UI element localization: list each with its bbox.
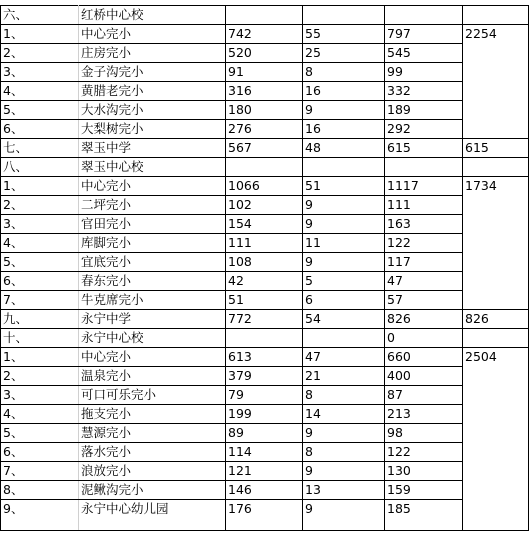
value-cell[interactable]: 9 xyxy=(303,196,385,215)
value-cell[interactable]: 8 xyxy=(303,443,385,462)
sum-cell[interactable]: 122 xyxy=(385,234,463,253)
table-row xyxy=(1,101,529,120)
row-number-cell[interactable]: 5、 xyxy=(1,424,79,443)
total-cell[interactable]: 2504 xyxy=(463,348,529,531)
row-number-cell[interactable]: 5、 xyxy=(1,253,79,272)
section-name-cell[interactable]: 红桥中心校 xyxy=(79,6,226,25)
section-header-row xyxy=(1,158,529,177)
value-cell[interactable]: 146 xyxy=(226,481,303,500)
section-header-row xyxy=(1,6,529,25)
school-name-cell[interactable]: 落水完小 xyxy=(79,443,226,462)
table-body xyxy=(1,6,529,531)
value-cell[interactable]: 316 xyxy=(226,82,303,101)
table-row xyxy=(1,367,529,386)
sum-cell[interactable]: 332 xyxy=(385,82,463,101)
value-cell[interactable]: 9 xyxy=(303,500,385,531)
sum-cell[interactable] xyxy=(385,6,463,25)
school-name-cell[interactable]: 永宁中学 xyxy=(79,310,226,329)
value-cell[interactable]: 48 xyxy=(303,139,385,158)
table-row xyxy=(1,443,529,462)
value-cell[interactable]: 9 xyxy=(303,253,385,272)
sum-cell[interactable]: 1117 xyxy=(385,177,463,196)
sum-cell[interactable]: 122 xyxy=(385,443,463,462)
value-cell[interactable]: 154 xyxy=(226,215,303,234)
school-name-cell[interactable]: 黄腊老完小 xyxy=(79,82,226,101)
school-name-cell[interactable]: 二坪完小 xyxy=(79,196,226,215)
row-number-cell[interactable]: 4、 xyxy=(1,234,79,253)
sum-cell[interactable]: 797 xyxy=(385,25,463,44)
sum-cell[interactable]: 117 xyxy=(385,253,463,272)
value-cell[interactable]: 8 xyxy=(303,63,385,82)
value-cell[interactable]: 14 xyxy=(303,405,385,424)
school-name-cell[interactable]: 金子沟完小 xyxy=(79,63,226,82)
empty-cell[interactable] xyxy=(303,329,385,348)
row-number-cell[interactable]: 九、 xyxy=(1,310,79,329)
table-row xyxy=(1,424,529,443)
section-number-cell[interactable]: 十、 xyxy=(1,329,79,348)
sum-cell[interactable]: 615 xyxy=(385,139,463,158)
table-row xyxy=(1,481,529,500)
sum-cell[interactable]: 111 xyxy=(385,196,463,215)
sum-cell[interactable]: 213 xyxy=(385,405,463,424)
sum-cell[interactable]: 163 xyxy=(385,215,463,234)
value-cell[interactable]: 13 xyxy=(303,481,385,500)
table-row xyxy=(1,405,529,424)
row-number-cell[interactable]: 4、 xyxy=(1,82,79,101)
school-name-cell[interactable]: 可口可乐完小 xyxy=(79,386,226,405)
value-cell[interactable]: 114 xyxy=(226,443,303,462)
school-name-cell[interactable]: 牛克席完小 xyxy=(79,291,226,310)
row-number-cell[interactable]: 3、 xyxy=(1,215,79,234)
row-number-cell[interactable]: 6、 xyxy=(1,120,79,139)
value-cell[interactable]: 520 xyxy=(226,44,303,63)
sum-cell[interactable]: 185 xyxy=(385,500,463,531)
table-row xyxy=(1,234,529,253)
value-cell[interactable]: 91 xyxy=(226,63,303,82)
sum-cell[interactable]: 189 xyxy=(385,101,463,120)
value-cell[interactable]: 9 xyxy=(303,424,385,443)
value-cell[interactable]: 25 xyxy=(303,44,385,63)
table-row xyxy=(1,120,529,139)
value-cell[interactable]: 379 xyxy=(226,367,303,386)
value-cell[interactable]: 5 xyxy=(303,272,385,291)
school-name-cell[interactable]: 浪放完小 xyxy=(79,462,226,481)
school-name-cell[interactable]: 永宁中心幼儿园 xyxy=(79,500,226,531)
section-name-cell[interactable]: 翠玉中心校 xyxy=(79,158,226,177)
row-number-cell[interactable]: 3、 xyxy=(1,386,79,405)
school-name-cell[interactable]: 温泉完小 xyxy=(79,367,226,386)
value-cell[interactable]: 199 xyxy=(226,405,303,424)
sum-cell[interactable] xyxy=(385,158,463,177)
sum-cell[interactable]: 292 xyxy=(385,120,463,139)
table-row xyxy=(1,500,529,531)
row-number-cell[interactable]: 七、 xyxy=(1,139,79,158)
school-name-cell[interactable]: 库脚完小 xyxy=(79,234,226,253)
value-cell[interactable]: 55 xyxy=(303,25,385,44)
table-row xyxy=(1,215,529,234)
total-cell[interactable]: 1734 xyxy=(463,177,529,310)
row-number-cell[interactable]: 3、 xyxy=(1,63,79,82)
table-row xyxy=(1,386,529,405)
empty-cell[interactable] xyxy=(226,158,303,177)
value-cell[interactable]: 180 xyxy=(226,101,303,120)
value-cell[interactable]: 102 xyxy=(226,196,303,215)
school-name-cell[interactable]: 慧源完小 xyxy=(79,424,226,443)
row-number-cell[interactable]: 2、 xyxy=(1,196,79,215)
school-name-cell[interactable]: 宜底完小 xyxy=(79,253,226,272)
value-cell[interactable]: 772 xyxy=(226,310,303,329)
row-number-cell[interactable]: 2、 xyxy=(1,44,79,63)
row-number-cell[interactable]: 1、 xyxy=(1,348,79,367)
value-cell[interactable]: 1066 xyxy=(226,177,303,196)
sum-cell[interactable]: 400 xyxy=(385,367,463,386)
value-cell[interactable]: 9 xyxy=(303,462,385,481)
empty-cell[interactable] xyxy=(463,158,529,177)
school-name-cell[interactable]: 中心完小 xyxy=(79,348,226,367)
row-number-cell[interactable]: 6、 xyxy=(1,272,79,291)
school-name-cell[interactable]: 翠玉中学 xyxy=(79,139,226,158)
section-number-cell[interactable]: 八、 xyxy=(1,158,79,177)
total-cell[interactable]: 826 xyxy=(463,310,529,329)
school-name-cell[interactable]: 大梨树完小 xyxy=(79,120,226,139)
value-cell[interactable]: 79 xyxy=(226,386,303,405)
table-row xyxy=(1,139,529,158)
value-cell[interactable]: 47 xyxy=(303,348,385,367)
value-cell[interactable]: 276 xyxy=(226,120,303,139)
sum-cell[interactable]: 99 xyxy=(385,63,463,82)
school-name-cell[interactable]: 拖支完小 xyxy=(79,405,226,424)
value-cell[interactable]: 742 xyxy=(226,25,303,44)
total-cell[interactable]: 615 xyxy=(463,139,529,158)
table-row xyxy=(1,348,529,367)
sum-cell[interactable]: 98 xyxy=(385,424,463,443)
row-number-cell[interactable]: 5、 xyxy=(1,101,79,120)
table-row xyxy=(1,63,529,82)
table-row xyxy=(1,25,529,44)
sum-cell[interactable]: 0 xyxy=(385,329,463,348)
sum-cell[interactable]: 47 xyxy=(385,272,463,291)
value-cell[interactable]: 51 xyxy=(226,291,303,310)
value-cell[interactable]: 11 xyxy=(303,234,385,253)
table-row xyxy=(1,272,529,291)
table-row xyxy=(1,44,529,63)
section-header-row xyxy=(1,329,529,348)
row-number-cell[interactable]: 1、 xyxy=(1,25,79,44)
table-row xyxy=(1,253,529,272)
value-cell[interactable]: 16 xyxy=(303,82,385,101)
value-cell[interactable]: 16 xyxy=(303,120,385,139)
sum-cell[interactable]: 826 xyxy=(385,310,463,329)
empty-cell[interactable] xyxy=(226,6,303,25)
table-row xyxy=(1,462,529,481)
sum-cell[interactable]: 545 xyxy=(385,44,463,63)
sum-cell[interactable]: 159 xyxy=(385,481,463,500)
sum-cell[interactable]: 130 xyxy=(385,462,463,481)
value-cell[interactable]: 9 xyxy=(303,215,385,234)
value-cell[interactable]: 54 xyxy=(303,310,385,329)
row-number-cell[interactable]: 6、 xyxy=(1,443,79,462)
value-cell[interactable]: 89 xyxy=(226,424,303,443)
value-cell[interactable]: 8 xyxy=(303,386,385,405)
school-name-cell[interactable]: 中心完小 xyxy=(79,25,226,44)
row-number-cell[interactable]: 8、 xyxy=(1,481,79,500)
empty-cell[interactable] xyxy=(463,6,529,25)
value-cell[interactable]: 567 xyxy=(226,139,303,158)
school-enrollment-table xyxy=(0,5,529,531)
value-cell[interactable]: 121 xyxy=(226,462,303,481)
section-number-cell[interactable]: 六、 xyxy=(1,6,79,25)
value-cell[interactable]: 108 xyxy=(226,253,303,272)
school-name-cell[interactable]: 官田完小 xyxy=(79,215,226,234)
value-cell[interactable]: 51 xyxy=(303,177,385,196)
row-number-cell[interactable]: 7、 xyxy=(1,462,79,481)
table-row xyxy=(1,291,529,310)
empty-cell[interactable] xyxy=(303,158,385,177)
school-name-cell[interactable]: 春东完小 xyxy=(79,272,226,291)
row-number-cell[interactable]: 1、 xyxy=(1,177,79,196)
table-row xyxy=(1,196,529,215)
empty-cell[interactable] xyxy=(303,6,385,25)
row-number-cell[interactable]: 2、 xyxy=(1,367,79,386)
sum-cell[interactable]: 660 xyxy=(385,348,463,367)
school-name-cell[interactable]: 泥鳅沟完小 xyxy=(79,481,226,500)
sum-cell[interactable]: 57 xyxy=(385,291,463,310)
school-name-cell[interactable]: 中心完小 xyxy=(79,177,226,196)
value-cell[interactable]: 6 xyxy=(303,291,385,310)
row-number-cell[interactable]: 9、 xyxy=(1,500,79,531)
empty-cell[interactable] xyxy=(226,329,303,348)
section-name-cell[interactable]: 永宁中心校 xyxy=(79,329,226,348)
empty-cell[interactable] xyxy=(463,329,529,348)
row-number-cell[interactable]: 7、 xyxy=(1,291,79,310)
value-cell[interactable]: 42 xyxy=(226,272,303,291)
value-cell[interactable]: 111 xyxy=(226,234,303,253)
table-row xyxy=(1,310,529,329)
table-row xyxy=(1,177,529,196)
table-row xyxy=(1,82,529,101)
school-name-cell[interactable]: 庄房完小 xyxy=(79,44,226,63)
value-cell[interactable]: 613 xyxy=(226,348,303,367)
value-cell[interactable]: 176 xyxy=(226,500,303,531)
row-number-cell[interactable]: 4、 xyxy=(1,405,79,424)
sum-cell[interactable]: 87 xyxy=(385,386,463,405)
total-cell[interactable]: 2254 xyxy=(463,25,529,139)
value-cell[interactable]: 9 xyxy=(303,101,385,120)
school-name-cell[interactable]: 大水沟完小 xyxy=(79,101,226,120)
value-cell[interactable]: 21 xyxy=(303,367,385,386)
